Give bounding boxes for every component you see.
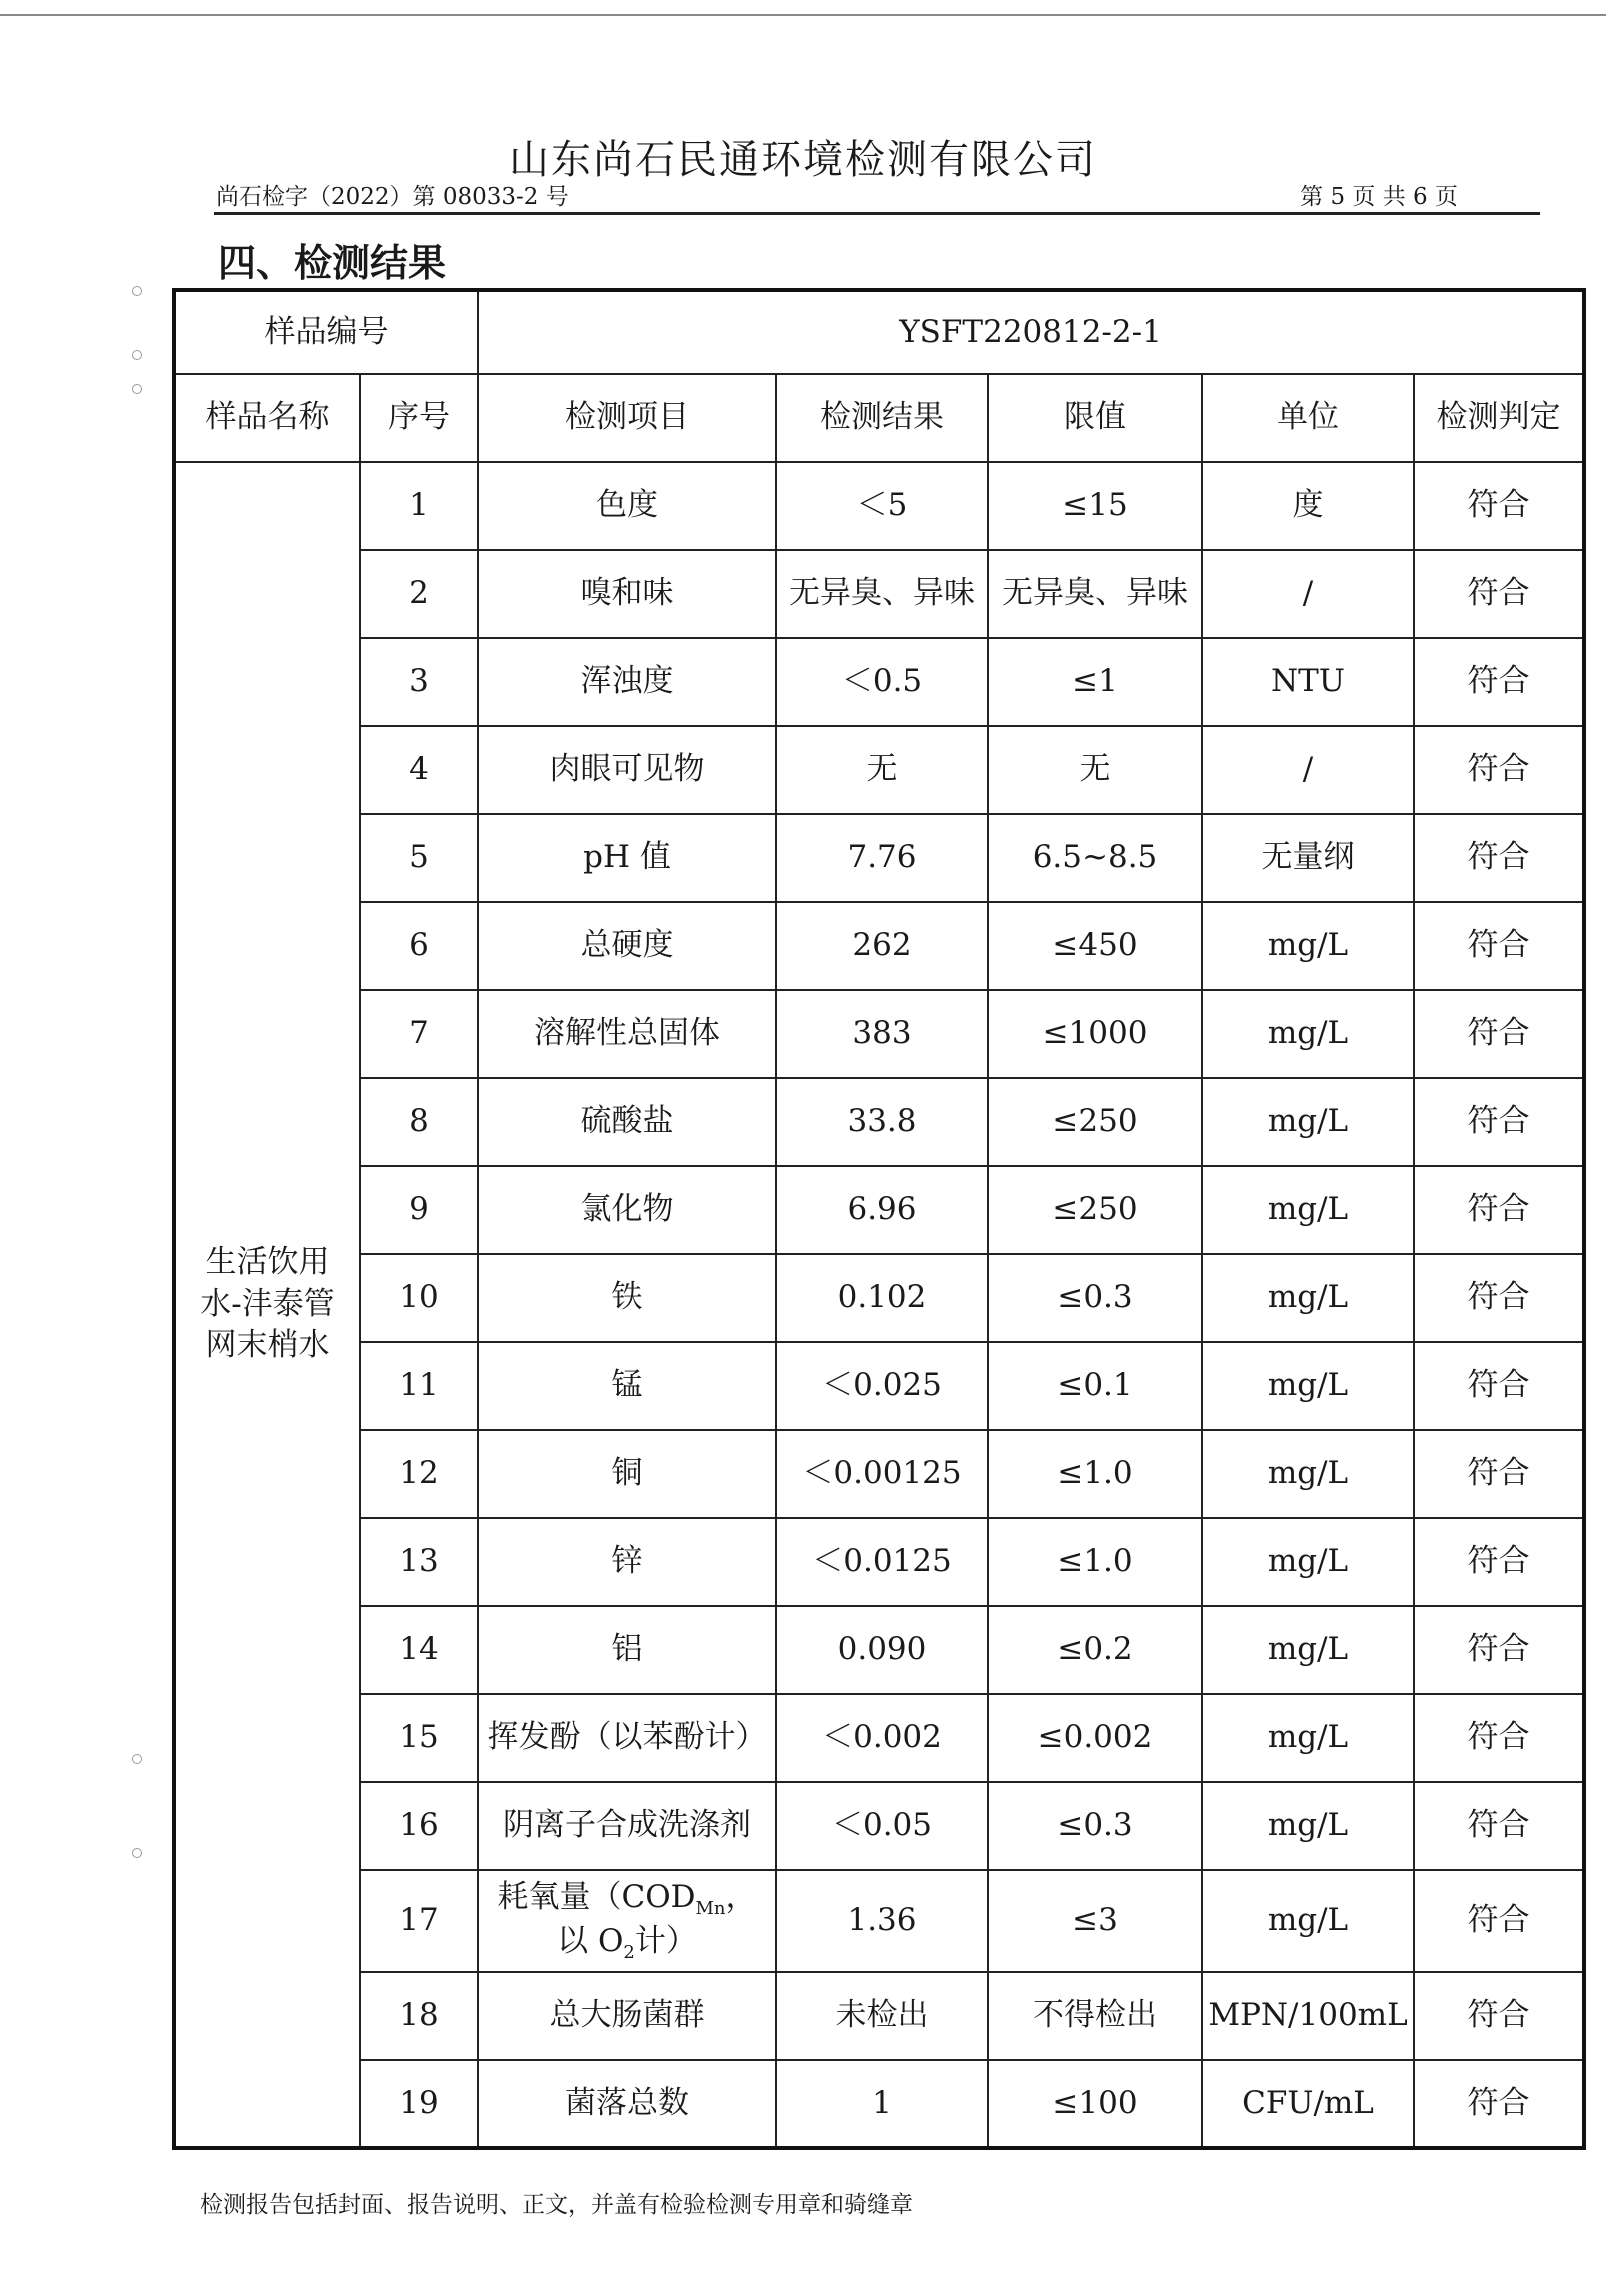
test-item-text: 以 O [557, 1923, 624, 1959]
row-number: 17 [360, 1870, 478, 1972]
limit-value: ≤0.002 [988, 1694, 1202, 1782]
row-number: 19 [360, 2060, 478, 2148]
test-item: 铜 [478, 1430, 776, 1518]
row-number: 9 [360, 1166, 478, 1254]
binding-hole-mark [132, 286, 142, 296]
limit-value: ≤100 [988, 2060, 1202, 2148]
test-item: 锰 [478, 1342, 776, 1430]
unit: mg/L [1202, 1870, 1414, 1972]
table-row [174, 462, 1584, 550]
test-result: 262 [776, 902, 988, 990]
row-number: 8 [360, 1078, 478, 1166]
test-item: 嗅和味 [478, 550, 776, 638]
column-header: 检测结果 [776, 374, 988, 462]
unit: 度 [1202, 462, 1414, 550]
limit-value: 6.5~8.5 [988, 814, 1202, 902]
test-item: pH 值 [478, 814, 776, 902]
test-item: 氯化物 [478, 1166, 776, 1254]
judgement: 符合 [1414, 1078, 1584, 1166]
binding-hole-mark [132, 1848, 142, 1858]
unit: MPN/100mL [1202, 1972, 1414, 2060]
test-result: ＜0.5 [776, 638, 988, 726]
table-row [174, 726, 1584, 814]
unit: mg/L [1202, 1254, 1414, 1342]
table-row [174, 902, 1584, 990]
judgement: 符合 [1414, 1254, 1584, 1342]
table-row [174, 1782, 1584, 1870]
test-item: 溶解性总固体 [478, 990, 776, 1078]
binding-hole-mark [132, 384, 142, 394]
unit: mg/L [1202, 902, 1414, 990]
limit-value: ≤1 [988, 638, 1202, 726]
row-number: 16 [360, 1782, 478, 1870]
test-result: 无 [776, 726, 988, 814]
unit: mg/L [1202, 1430, 1414, 1518]
sample-number-row [174, 290, 1584, 374]
subscript: Mn [695, 1897, 726, 1919]
test-result: ＜0.025 [776, 1342, 988, 1430]
test-item: 肉眼可见物 [478, 726, 776, 814]
table-row [174, 990, 1584, 1078]
test-item: 硫酸盐 [478, 1078, 776, 1166]
test-result: 未检出 [776, 1972, 988, 2060]
judgement: 符合 [1414, 550, 1584, 638]
row-number: 10 [360, 1254, 478, 1342]
table-row [174, 550, 1584, 638]
judgement: 符合 [1414, 638, 1584, 726]
test-item: 浑浊度 [478, 638, 776, 726]
sample-name-line: 生活饮用 [205, 1243, 330, 1280]
unit: mg/L [1202, 1518, 1414, 1606]
row-number: 14 [360, 1606, 478, 1694]
judgement: 符合 [1414, 2060, 1584, 2148]
unit: mg/L [1202, 1166, 1414, 1254]
limit-value: ≤450 [988, 902, 1202, 990]
unit: NTU [1202, 638, 1414, 726]
limit-value: ≤1.0 [988, 1430, 1202, 1518]
sample-name-line: 网末梢水 [205, 1327, 330, 1364]
table-row [174, 1430, 1584, 1518]
section-title: 四、检测结果 [218, 241, 447, 285]
subscript: 2 [623, 1942, 635, 1964]
binding-hole-mark [132, 1754, 142, 1764]
test-item: 铝 [478, 1606, 776, 1694]
sample-number-value: YSFT220812-2-1 [478, 290, 1584, 374]
table-row [174, 638, 1584, 726]
limit-value: ≤0.3 [988, 1254, 1202, 1342]
test-result: 1 [776, 2060, 988, 2148]
test-item: 阴离子合成洗涤剂 [478, 1782, 776, 1870]
judgement: 符合 [1414, 1606, 1584, 1694]
column-header: 单位 [1202, 374, 1414, 462]
row-number: 5 [360, 814, 478, 902]
table-row [174, 1078, 1584, 1166]
unit: CFU/mL [1202, 2060, 1414, 2148]
test-result: 383 [776, 990, 988, 1078]
judgement: 符合 [1414, 1342, 1584, 1430]
judgement: 符合 [1414, 726, 1584, 814]
report-number: 尚石检字（2022）第 08033-2 号 [216, 184, 569, 210]
table-row [174, 1254, 1584, 1342]
unit: mg/L [1202, 990, 1414, 1078]
row-number: 18 [360, 1972, 478, 2060]
test-result: 33.8 [776, 1078, 988, 1166]
test-item: 铁 [478, 1254, 776, 1342]
judgement: 符合 [1414, 990, 1584, 1078]
header-rule [214, 212, 1540, 215]
limit-value: ≤0.3 [988, 1782, 1202, 1870]
column-header: 样品名称 [174, 374, 360, 462]
test-item: 总大肠菌群 [478, 1972, 776, 2060]
row-number: 15 [360, 1694, 478, 1782]
limit-value: ≤250 [988, 1078, 1202, 1166]
limit-value: ≤0.2 [988, 1606, 1202, 1694]
results-table [172, 288, 1586, 2150]
test-result: 0.102 [776, 1254, 988, 1342]
company-name: 山东尚石民通环境检测有限公司 [509, 137, 1097, 183]
sample-number-label: 样品编号 [174, 290, 478, 374]
judgement: 符合 [1414, 902, 1584, 990]
test-item-text: 耗氧量（COD [497, 1878, 696, 1915]
table-row [174, 2060, 1584, 2148]
test-result: 7.76 [776, 814, 988, 902]
unit: mg/L [1202, 1782, 1414, 1870]
unit: mg/L [1202, 1694, 1414, 1782]
unit: mg/L [1202, 1606, 1414, 1694]
judgement: 符合 [1414, 1972, 1584, 2060]
judgement: 符合 [1414, 1518, 1584, 1606]
column-header-row [174, 374, 1584, 462]
judgement: 符合 [1414, 1870, 1584, 1972]
table-row [174, 1342, 1584, 1430]
limit-value: ≤3 [988, 1870, 1202, 1972]
limit-value: 无异臭、异味 [988, 550, 1202, 638]
test-result: 无异臭、异味 [776, 550, 988, 638]
table-row [174, 1166, 1584, 1254]
limit-value: ≤15 [988, 462, 1202, 550]
test-item: 总硬度 [478, 902, 776, 990]
row-number: 13 [360, 1518, 478, 1606]
judgement: 符合 [1414, 462, 1584, 550]
table-row [174, 1694, 1584, 1782]
row-number: 2 [360, 550, 478, 638]
limit-value: ≤250 [988, 1166, 1202, 1254]
row-number: 12 [360, 1430, 478, 1518]
limit-value: 不得检出 [988, 1972, 1202, 2060]
limit-value: ≤1.0 [988, 1518, 1202, 1606]
table-row [174, 1606, 1584, 1694]
table-row [174, 814, 1584, 902]
sample-name-line: 水-沣泰管 [200, 1285, 335, 1322]
scan-top-rule [0, 14, 1606, 16]
unit: / [1202, 550, 1414, 638]
row-number: 6 [360, 902, 478, 990]
table-row [174, 1972, 1584, 2060]
judgement: 符合 [1414, 1782, 1584, 1870]
test-item [478, 1870, 776, 1972]
test-result: ＜0.0125 [776, 1518, 988, 1606]
test-result: ＜0.00125 [776, 1430, 988, 1518]
column-header: 检测项目 [478, 374, 776, 462]
test-item: 锌 [478, 1518, 776, 1606]
column-header: 检测判定 [1414, 374, 1584, 462]
test-item-text: ， [725, 1878, 757, 1915]
test-result: 0.090 [776, 1606, 988, 1694]
test-result: ＜0.05 [776, 1782, 988, 1870]
unit: / [1202, 726, 1414, 814]
test-result: 6.96 [776, 1166, 988, 1254]
row-number: 1 [360, 462, 478, 550]
sample-name-cell [174, 462, 360, 2148]
unit: 无量纲 [1202, 814, 1414, 902]
binding-hole-mark [132, 350, 142, 360]
test-item: 挥发酚（以苯酚计） [478, 1694, 776, 1782]
judgement: 符合 [1414, 1430, 1584, 1518]
row-number: 7 [360, 990, 478, 1078]
column-header: 序号 [360, 374, 478, 462]
limit-value: 无 [988, 726, 1202, 814]
row-number: 4 [360, 726, 478, 814]
footer-note: 检测报告包括封面、报告说明、正文，并盖有检验检测专用章和骑缝章 [200, 2192, 913, 2218]
unit: mg/L [1202, 1078, 1414, 1166]
limit-value: ≤1000 [988, 990, 1202, 1078]
test-result: ＜0.002 [776, 1694, 988, 1782]
judgement: 符合 [1414, 1166, 1584, 1254]
test-item: 菌落总数 [478, 2060, 776, 2148]
table-row [174, 1870, 1584, 1972]
judgement: 符合 [1414, 1694, 1584, 1782]
test-result: ＜5 [776, 462, 988, 550]
judgement: 符合 [1414, 814, 1584, 902]
test-item: 色度 [478, 462, 776, 550]
limit-value: ≤0.1 [988, 1342, 1202, 1430]
row-number: 11 [360, 1342, 478, 1430]
test-result: 1.36 [776, 1870, 988, 1972]
unit: mg/L [1202, 1342, 1414, 1430]
row-number: 3 [360, 638, 478, 726]
page-indicator: 第 5 页 共 6 页 [1300, 184, 1458, 210]
column-header: 限值 [988, 374, 1202, 462]
table-row [174, 1518, 1584, 1606]
test-item-text: 计） [634, 1923, 697, 1959]
